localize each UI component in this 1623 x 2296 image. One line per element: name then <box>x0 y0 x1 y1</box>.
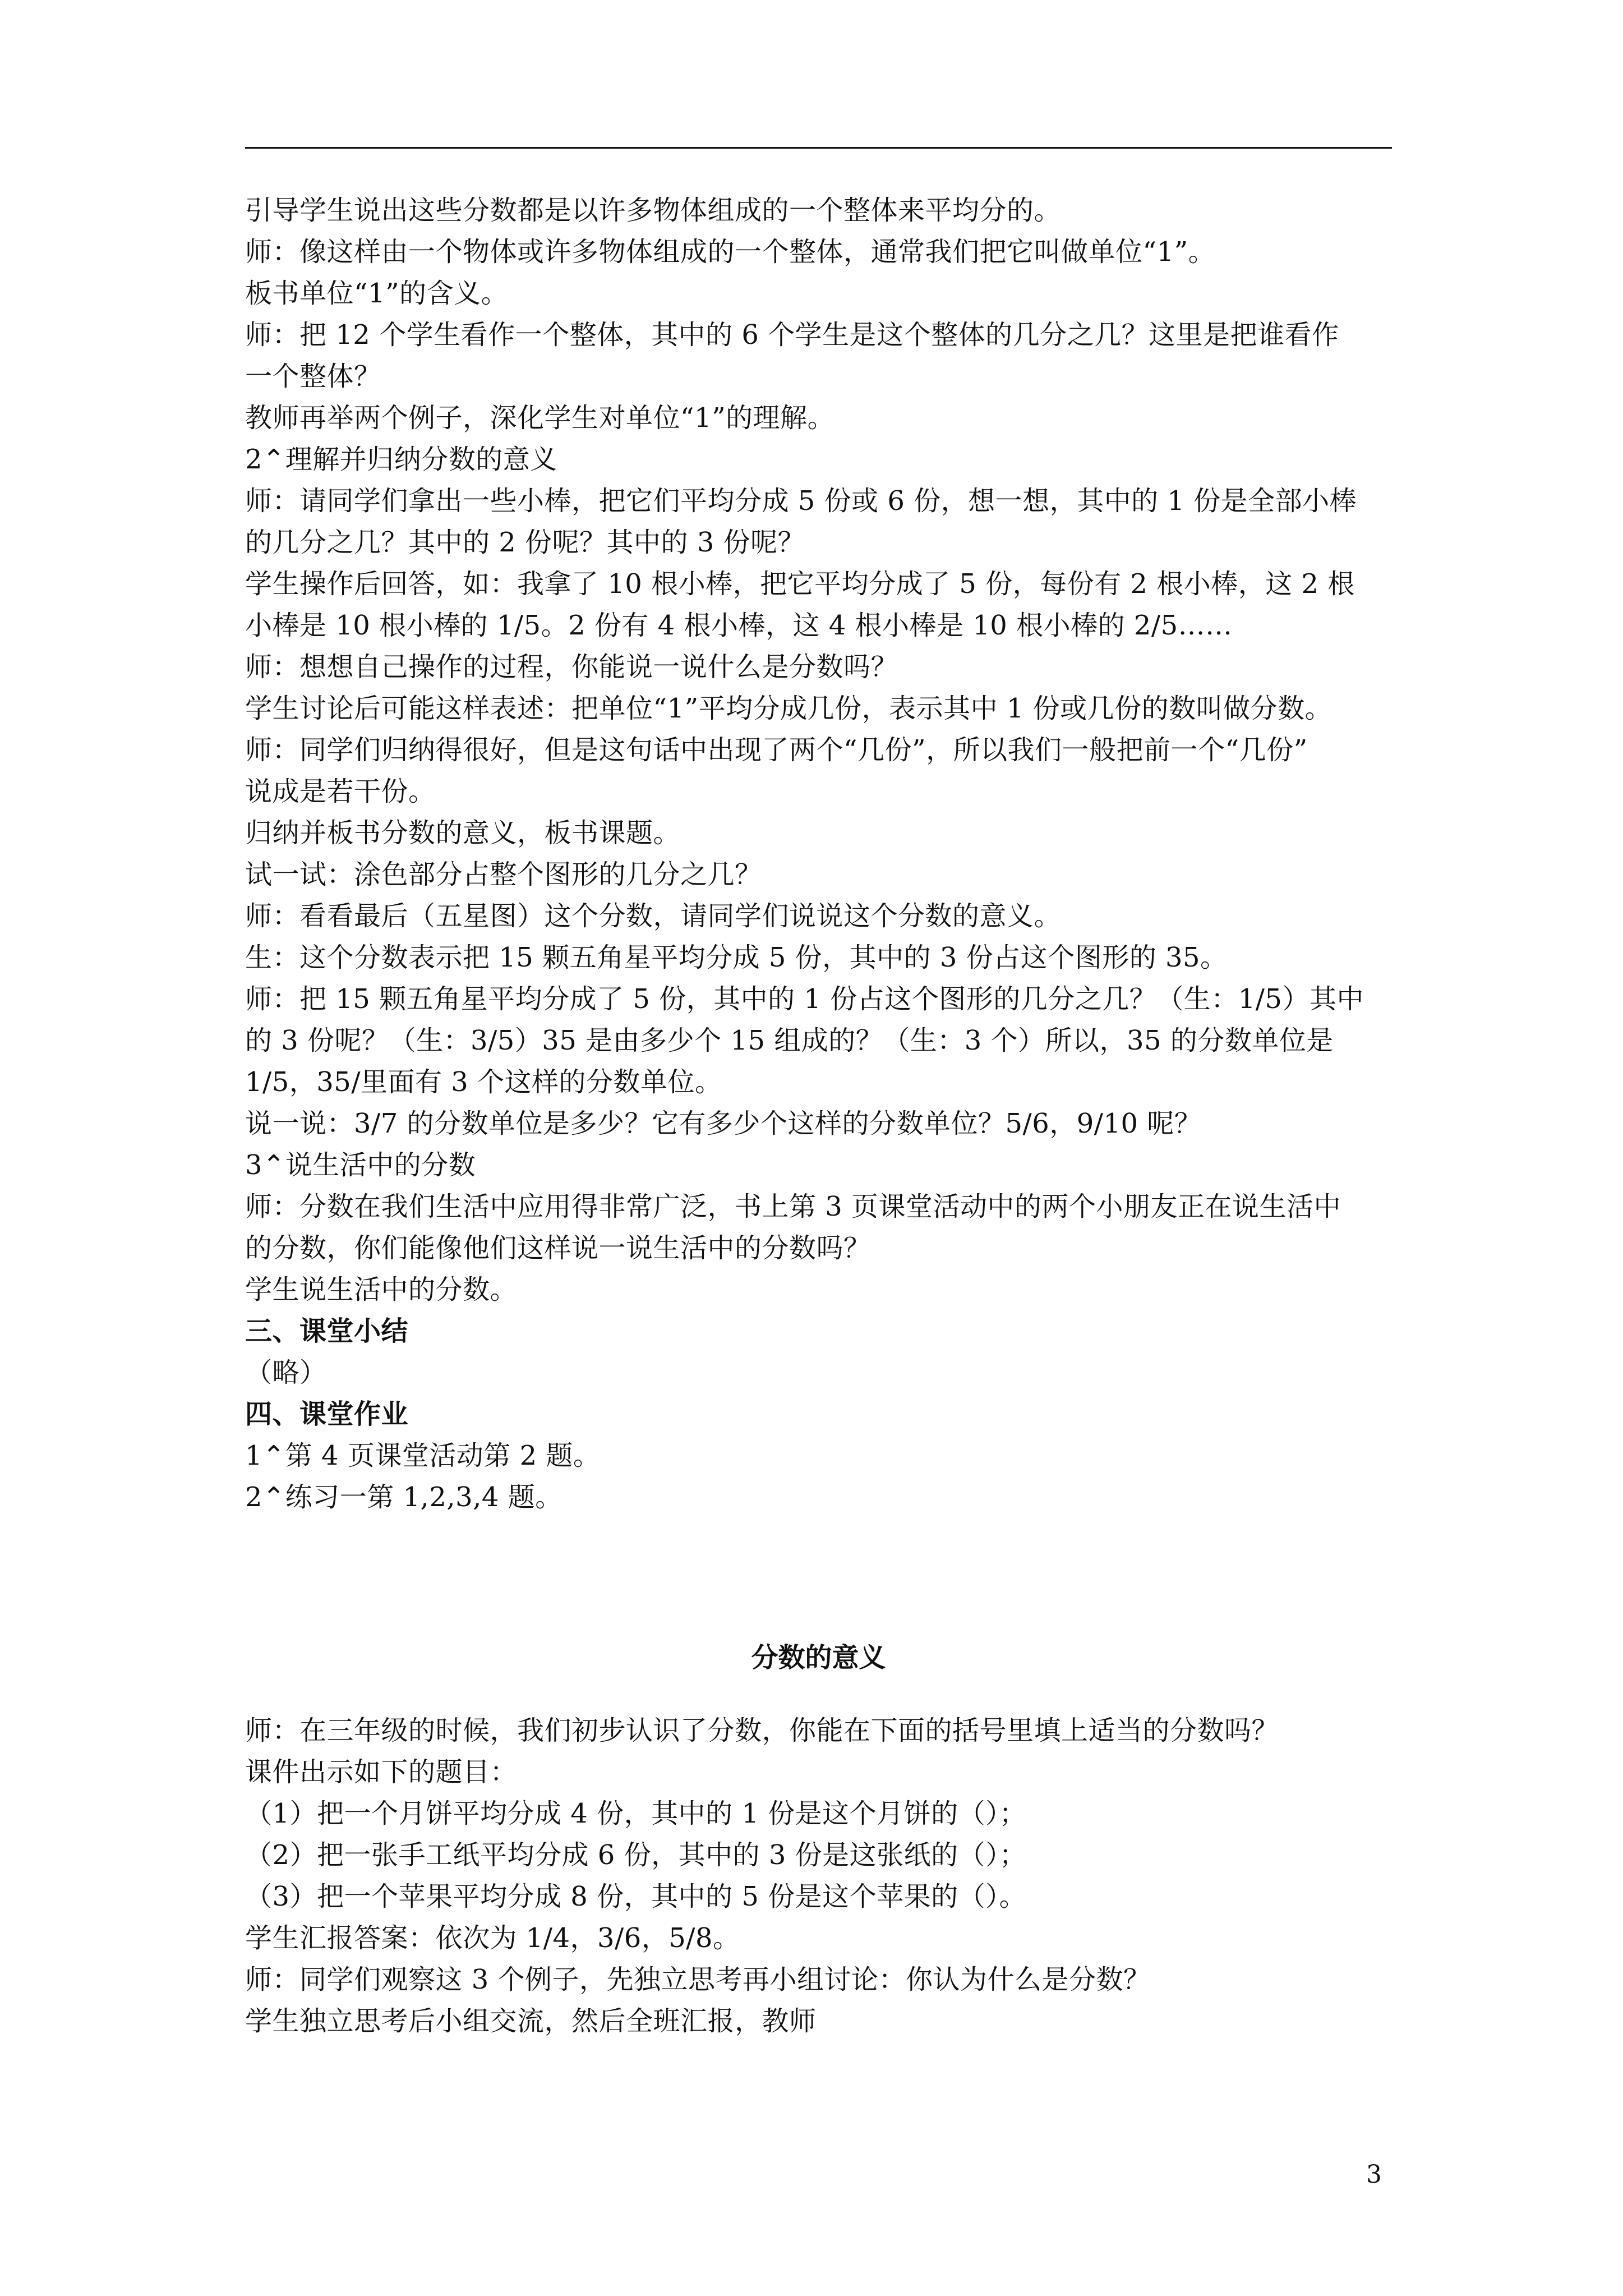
text-line: 学生汇报答案：依次为 1/4，3/6，5/8。 <box>245 1922 740 1954</box>
text-line: 课件出示如下的题目： <box>245 1756 518 1788</box>
homework-item: 1⌃第 4 页课堂活动第 2 题。 <box>245 1440 601 1471</box>
text-line: （3）把一个苹果平均分成 8 份，其中的 5 份是这个苹果的（）。 <box>245 1881 1027 1912</box>
second-section-paragraphs <box>245 1710 1392 2042</box>
text-line: （2）把一张手工纸平均分成 6 份，其中的 3 份是这张纸的（）； <box>245 1839 1027 1871</box>
text-line: 小棒是 10 根小棒的 1/5。2 份有 4 根小棒，这 4 根小棒是 10 根小棒的 2/5…… <box>245 610 1233 641</box>
text-line: 学生操作后回答，如：我拿了 10 根小棒，把它平均分成了 5 份，每份有 2 根小棒，这 2 根 <box>245 568 1355 600</box>
text-line: 1/5，35/里面有 3 个这样的分数单位。 <box>245 1066 722 1098</box>
text-line: 师：看看最后（五星图）这个分数，请同学们说说这个分数的意义。 <box>245 900 1062 932</box>
text-line: 教师再举两个例子，深化学生对单位“1”的理解。 <box>245 402 835 434</box>
text-line: 学生独立思考后小组交流，然后全班汇报，教师 <box>245 2005 817 2037</box>
text-line: 师：同学们归纳得很好，但是这句话中出现了两个“几份”，所以我们一般把前一个“几份” <box>245 734 1308 766</box>
text-line: 师：在三年级的时候，我们初步认识了分数，你能在下面的括号里填上适当的分数吗？ <box>245 1715 1279 1746</box>
text-line: 2⌃理解并归纳分数的意义 <box>245 444 557 475</box>
homework-item: 2⌃练习一第 1,2,3,4 题。 <box>245 1481 562 1513</box>
text-line: 的分数，你们能像他们这样说一说生活中的分数吗？ <box>245 1232 871 1264</box>
page-number: 3 <box>1366 2160 1382 2189</box>
text-line: 试一试：涂色部分占整个图形的几分之几？ <box>245 859 762 890</box>
text-line: 师：像这样由一个物体或许多物体组成的一个整体，通常我们把它叫做单位“1”。 <box>245 236 1216 268</box>
section-title: 分数的意义 <box>751 1642 886 1673</box>
heading-homework: 四、课堂作业 <box>245 1398 409 1430</box>
text-line: 板书单位“1”的含义。 <box>245 278 509 309</box>
text-line: 的几分之几？其中的 2 份呢？其中的 3 份呢？ <box>245 527 805 558</box>
text-line: 学生说生活中的分数。 <box>245 1274 518 1305</box>
text-line: 归纳并板书分数的意义，板书课题。 <box>245 817 681 849</box>
text-line: 生：这个分数表示把 15 颗五角星平均分成 5 份，其中的 3 份占这个图形的 35。 <box>245 942 1228 973</box>
text-line: 的 3 份呢？（生：3/5）35 是由多少个 15 组成的？（生：3 个）所以，35 的分数单位是 <box>245 1025 1334 1056</box>
text-line: 师：请同学们拿出一些小棒，把它们平均分成 5 份或 6 份，想一想，其中的 1 份是全部小棒 <box>245 485 1357 517</box>
text-line: 师：同学们观察这 3 个例子，先独立思考再小组讨论：你认为什么是分数？ <box>245 1964 1151 1995</box>
text-line: 师：把 15 颗五角星平均分成了 5 份，其中的 1 份占这个图形的几分之几？（生：1/5）其中 <box>245 983 1364 1015</box>
text-line: 师：分数在我们生活中应用得非常广泛，书上第 3 页课堂活动中的两个小朋友正在说生活中 <box>245 1191 1341 1222</box>
text-line: 师：想想自己操作的过程，你能说一说什么是分数吗？ <box>245 651 898 683</box>
text-line: 说成是若干份。 <box>245 776 436 807</box>
text-line: 师：把 12 个学生看作一个整体，其中的 6 个学生是这个整体的几分之几？这里是把谁看作 <box>245 319 1339 351</box>
text-line: 3⌃说生活中的分数 <box>245 1149 476 1181</box>
text-line: （1）把一个月饼平均分成 4 份，其中的 1 份是这个月饼的（）； <box>245 1798 1027 1829</box>
text-line: 一个整体？ <box>245 361 381 392</box>
homework-list <box>245 1435 1392 1518</box>
text-line: 说一说：3/7 的分数单位是多少？它有多少个这样的分数单位？5/6，9/10 呢？ <box>245 1108 1202 1139</box>
text-line: 学生讨论后可能这样表述：把单位“1”平均分成几份，表示其中 1 份或几份的数叫做分数。 <box>245 693 1332 724</box>
header-rule <box>245 147 1392 149</box>
text-line: 引导学生说出这些分数都是以许多物体组成的一个整体来平均分的。 <box>245 195 1062 226</box>
summary-note: （略） <box>245 1357 327 1388</box>
document-body <box>245 190 1392 1518</box>
heading-summary: 三、课堂小结 <box>245 1315 409 1347</box>
lesson-paragraphs <box>245 190 1392 1310</box>
